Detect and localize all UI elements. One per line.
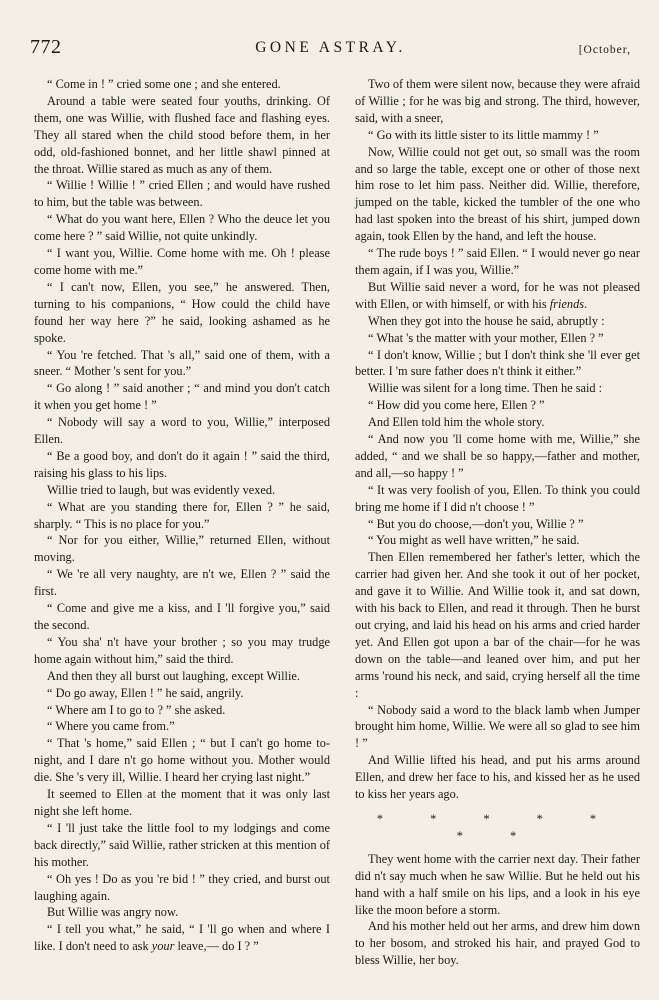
paragraph: “ I tell you what,” he said, “ I 'll go when and where I like. I don't need to ask your leave,— do I ? ” (34, 922, 330, 954)
paragraph: “ Oh yes ! Do as you 're bid ! ” they cried, and burst out laughing again. (34, 871, 330, 903)
paragraph: Then Ellen remembered her father's letter, which the carrier had given her. And she took it out of her pocket, and gave it to Willie. And Willie took it, and sat down, with his back to Ellen, and read it through. Then he burst out crying, and laid his head on his arms and cried harder yet. And Ellen got upon a bar of the chair—for he was down on the table—and leaned over him, and put her arms 'round his neck, and said, crying herself all the time : (355, 550, 640, 700)
paragraph: “ Come in ! ” cried some one ; and she entered. (47, 77, 281, 91)
emphasis: your (151, 939, 175, 954)
emphasis: friends (549, 296, 585, 311)
running-title: GONE ASTRAY. (255, 39, 406, 56)
paragraph: And Willie lifted his head, and put his arms around Ellen, and drew her face to his, and kissed her as he used to kiss her years ago. (355, 753, 640, 802)
right-column (355, 76, 640, 969)
paragraph: “ Go with its little sister to its little mammy ! ” (368, 127, 599, 142)
paragraph: “ Where am I to go to ? ” she asked. (47, 702, 226, 717)
paragraph: “ Where you came from.” (47, 719, 175, 734)
paragraph: “ Nor for you either, Willie,” returned Ellen, without moving. (34, 533, 330, 565)
paragraph: “ What are you standing there for, Ellen ? ” he said, sharply. “ This is no place for you.” (34, 499, 330, 531)
paragraph: “ You 're fetched. That 's all,” said one of them, with a sneer. “ Mother 's sent for you.” (34, 347, 330, 379)
paragraph: “ It was very foolish of you, Ellen. To think you could bring me home if I did n't choose ! ” (355, 482, 640, 514)
section-break: * * * * * * * (376, 811, 619, 843)
paragraph: Now, Willie could not get out, so small was the room and so large the table, except one or other of those next him rose to let him pass. Neither did. Willie, therefore, jumped on the table, kicked the tumbler of the one who had last spoken into the breast of his shirt, jumped down again, took Ellen by the hand, and left the house. (355, 144, 640, 244)
paragraph: “ And now you 'll come home with me, Willie,” she added, “ and we shall be so happy,—father and mother, and all,—so happy ! ” (355, 432, 640, 480)
paragraph: But Willie was angry now. (47, 905, 179, 920)
paragraph: “ How did you come here, Ellen ? ” (368, 398, 545, 413)
paragraph: “ I 'll just take the little fool to my lodgings and come back directly,” said Willie, rather stricken at this mention of his mother. (34, 820, 330, 869)
paragraph: “ Nobody will say a word to you, Willie,” interposed Ellen. (34, 415, 330, 447)
paragraph: “ You might as well have written,” he said. (368, 533, 580, 548)
paragraph: “ Come and give me a kiss, and I 'll forgive you,” said the second. (34, 601, 330, 632)
left-column (34, 76, 330, 955)
paragraph: “ You sha' n't have your brother ; so you may trudge home again without him,” said the third. (34, 634, 330, 666)
paragraph: “ Go along ! ” said another ; “ and mind you don't catch it when you get home ! ” (34, 381, 330, 413)
paragraph: “ I want you, Willie. Come home with me. Oh ! please come home with me.” (34, 246, 330, 277)
paragraph: It seemed to Ellen at the moment that it was only last night she left home. (34, 787, 330, 818)
paragraph: “ We 're all very naughty, are n't we, Ellen ? ” said the first. (34, 567, 330, 599)
paragraph: Willie was silent for a long time. Then he said : (368, 381, 603, 396)
issue-label: [October, (578, 44, 631, 56)
paragraph: And Ellen told him the whole story. (368, 415, 545, 430)
paragraph: “ The rude boys ! ” said Ellen. “ I would never go near them again, if I was you, Willie.” (355, 246, 640, 277)
paragraph: “ But you do choose,—don't you, Willie ? ” (368, 516, 584, 531)
paragraph: When they got into the house he said, abruptly : (368, 313, 605, 328)
paragraph: Willie tried to laugh, but was evidently vexed. (47, 482, 276, 497)
paragraph: “ That 's home,” said Ellen ; “ but I can't go home to-night, and I dare n't go home without you. Mother would die. She 's very ill, Willie. I heard her crying last night.” (34, 736, 330, 785)
paragraph: But Willie said never a word, for he was not pleased with Ellen, or with himself, or with his friends. (355, 279, 640, 311)
paragraph: And his mother held out her arms, and drew him down to her bosom, and stroked his hair, and prayed God to bless Willie, her boy. (355, 919, 640, 968)
paragraph: “ Be a good boy, and don't do it again ! ” said the third, raising his glass to his lips. (34, 448, 330, 480)
paragraph: “ What do you want here, Ellen ? Who the deuce let you come here ? ” said Willie, not quite unkindly. (34, 212, 330, 244)
running-header (30, 36, 631, 60)
paragraph: Two of them were silent now, because they were afraid of Willie ; for he was big and strong. The third, however, said, with a sneer, (355, 77, 640, 125)
paragraph: “ I can't now, Ellen, you see,” he answered. Then, turning to his companions, “ How could the child have found her way here ?” he said, looking ashamed as he spoke. (34, 279, 330, 345)
paragraph: “ I don't know, Willie ; but I don't think she 'll ever get better. I 'm sure father does n't think it either.” (355, 347, 640, 379)
paragraph: “ What 's the matter with your mother, Ellen ? ” (368, 330, 604, 345)
paragraph: “ Nobody said a word to the black lamb when Jumper brought him home, Willie. We were all so glad to see him ! ” (355, 702, 640, 751)
page-number: 772 (30, 36, 62, 58)
paragraph: Around a table were seated four youths, drinking. Of them, one was Willie, with flushed face and flashing eyes. They all stared when the child stood before them, in her odd, old-fashioned bonnet, and her little shawl pinned at the throat. Willie stared as much as any of them. (34, 93, 330, 176)
paragraph: “ Willie ! Willie ! ” cried Ellen ; and would have rushed to him, but the table was between. (34, 178, 330, 210)
paragraph: “ Do go away, Ellen ! ” he said, angrily. (47, 685, 244, 700)
paragraph: They went home with the carrier next day. Their father did n't say much when he saw Willie. But he held out his hand with a half smile on his lips, and a look in his eye like the moon before a storm. (355, 851, 640, 917)
paragraph: And then they all burst out laughing, except Willie. (47, 668, 300, 683)
